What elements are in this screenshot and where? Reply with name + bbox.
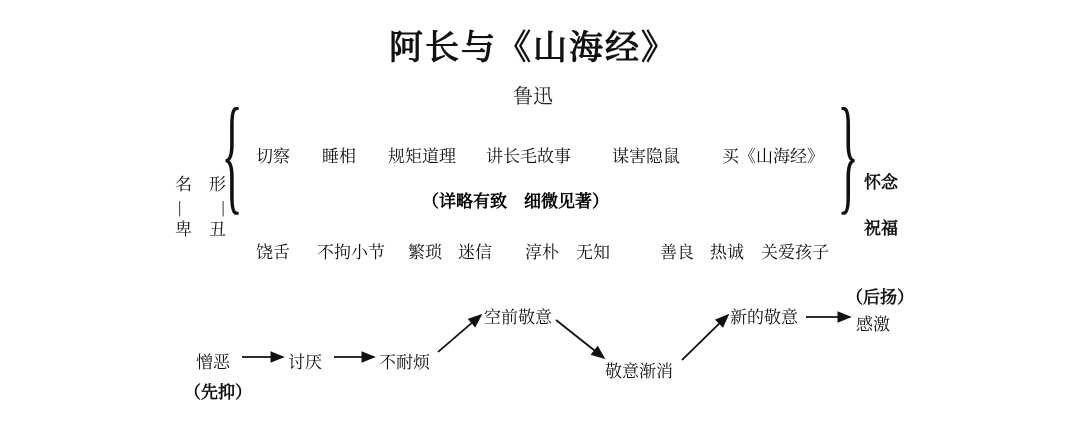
axis-line-2: | | (178, 198, 227, 217)
axis-line-1: 名 形 (175, 175, 226, 194)
flow-node-xianyi: （先抑） (184, 383, 252, 402)
flow-node-zengwu: 憎恶 (196, 353, 230, 372)
page-title: 阿长与《山海经》 (389, 30, 677, 67)
flow-node-taoyan: 讨厌 (288, 353, 322, 372)
bottom-row-item-9: 关爱孩子 (761, 243, 829, 262)
right-label-2: 祝福 (864, 219, 898, 238)
author-name: 鲁迅 (513, 86, 553, 108)
bottom-row-item-5: 淳朴 (525, 243, 559, 262)
bottom-row-item-1: 饶舌 (256, 243, 290, 262)
bottom-row-item-6: 无知 (576, 243, 610, 262)
top-row-item-6: 买《山海经》 (722, 147, 824, 166)
center-note: （详略有致 细微见著） (422, 192, 609, 211)
left-brace: { (221, 85, 243, 229)
axis-line-3: 卑 丑 (175, 220, 226, 239)
top-row-item-4: 讲长毛故事 (486, 147, 571, 166)
bottom-row-item-4: 迷信 (458, 243, 492, 262)
flow-node-bunaifan: 不耐烦 (379, 353, 430, 372)
bottom-row-item-7: 善良 (660, 243, 694, 262)
bottom-row-item-2: 不拘小节 (317, 243, 385, 262)
top-row-item-5: 谋害隐鼠 (612, 147, 680, 166)
flow-node-kongqianjingyi: 空前敬意 (484, 308, 552, 327)
top-row-item-3: 规矩道理 (388, 147, 456, 166)
bottom-row-item-8: 热诚 (710, 243, 744, 262)
flow-node-jingyijianxiao: 敬意渐消 (605, 362, 673, 381)
top-row-item-1: 切察 (256, 147, 290, 166)
top-row-item-2: 睡相 (322, 147, 356, 166)
flow-node-xindejingyi: 新的敬意 (730, 308, 798, 327)
right-label-1: 怀念 (864, 173, 898, 192)
flow-node-houyang: （后扬） (846, 288, 914, 307)
flow-node-ganji: 感激 (856, 315, 890, 334)
right-brace: } (837, 85, 859, 229)
bottom-row-item-3: 繁琐 (408, 243, 442, 262)
